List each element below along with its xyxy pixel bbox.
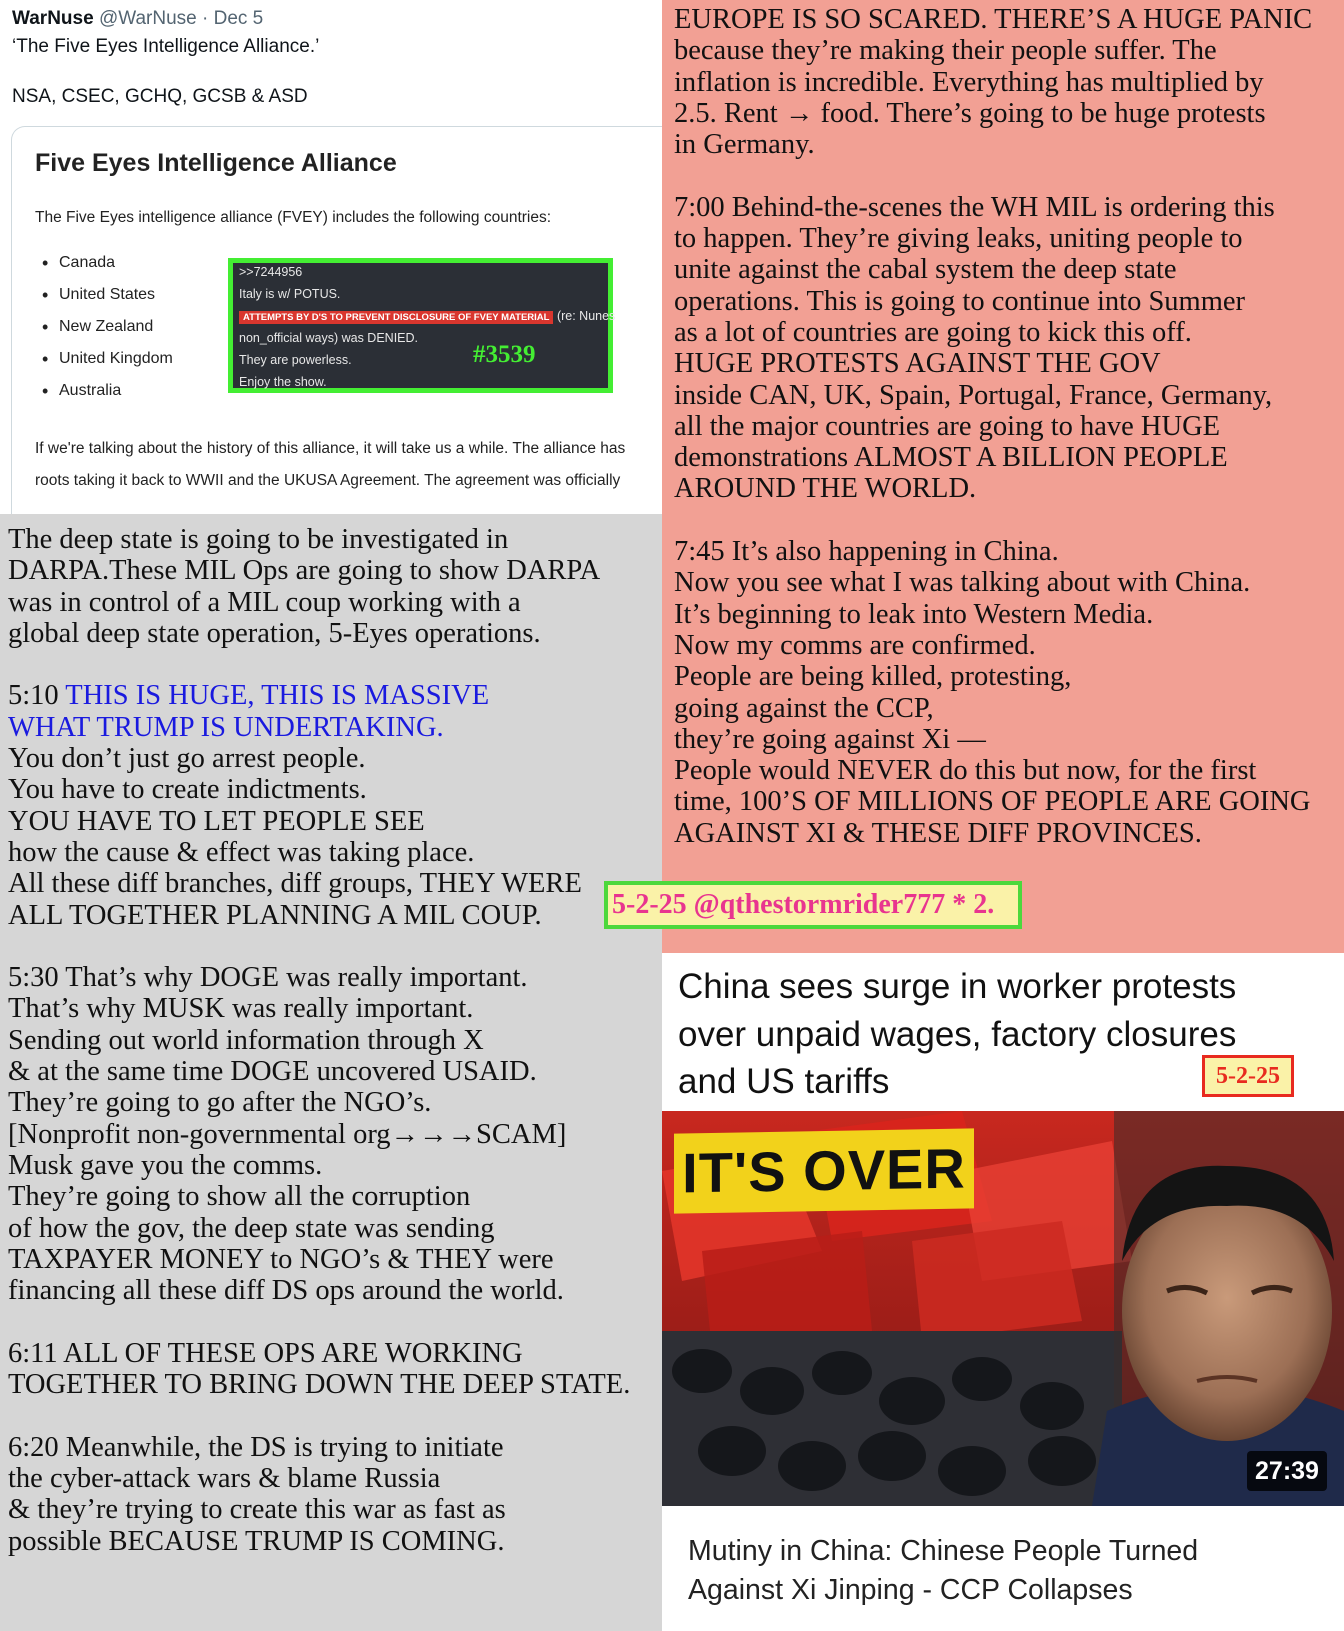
news-headline[interactable]: China sees surge in worker protests over unpaid wages, factory closures and US tariffs — [678, 967, 1237, 1101]
transcript-right-panel — [662, 0, 1344, 953]
qdrop-highlight: ATTEMPTS BY D'S TO PREVENT DISCLOSURE OF FVEY MATERIAL — [239, 311, 553, 324]
timestamp-510: 5:10 — [8, 680, 66, 712]
qdrop-line — [239, 309, 615, 323]
tweet-panel — [0, 0, 662, 514]
country-item: • United Kingdom — [59, 350, 173, 368]
video-overlay-text: IT'S OVER — [674, 1128, 974, 1213]
qdrop-ref: >>7244956 — [239, 265, 303, 279]
tweet-handle[interactable]: @WarNuse — [98, 8, 197, 29]
tweet-text-line: ‘The Five Eyes Intelligence Alliance.’ — [12, 36, 320, 57]
transcript-left-text — [8, 524, 658, 1557]
tweet-separator: · — [201, 8, 209, 29]
video-title[interactable]: Mutiny in China: Chinese People Turned Against Xi Jinping - CCP Collapses — [688, 1535, 1199, 1606]
country-item: • Canada — [59, 254, 115, 272]
transcript-intro: The deep state is going to be investigated in DARPA.These MIL Ops are going to show DARPA was in control of a MIL coup working with a global deep state operation, 5-Eyes operations. — [8, 524, 601, 649]
link-preview-card[interactable] — [11, 126, 672, 515]
card-history-line: If we're talking about the history of this alliance, it will take us a while. The alliance has — [35, 440, 626, 457]
tweet-date[interactable]: Dec 5 — [213, 8, 264, 29]
tweet-display-name[interactable]: WarNuse — [12, 8, 94, 29]
qdrop-line: Italy is w/ POTUS. — [239, 287, 341, 301]
qdrop-line: Enjoy the show. — [239, 375, 327, 389]
video-duration: 27:39 — [1247, 1451, 1327, 1491]
transcript-rest: You don’t just go arrest people. You have to create indictments. YOU HAVE TO LET PEOPLE SEE how the cause & effect was taking place. All these diff branches, diff groups, THEY WERE ALL TOGETHER PLANNING A MIL COUP. 5:30 That’s why DOGE was really important. That’s why MUSK was really important. Sending out world information through X & at the same time DOGE uncovered USAID. They’re going to go after the NGO’s. [Nonprofit non-governmental org→→→SCAM] Musk gave you the comms. They’re going to show all the corruption of how the gov, the deep state was sending TAXPAYER MONEY to NGO’s & THEY were financing all these diff DS ops around the world. 6:11 ALL OF THESE OPS ARE WORKING TOGETHER TO BRING DOWN THE DEEP STATE. 6:20 Meanwhile, the DS is trying to initiate the cyber-attack wars & blame Russia & they’re trying to create this war as fast as possible BECAUSE TRUMP IS COMING. — [8, 743, 631, 1557]
blue-emphasis-text: THIS IS HUGE, THIS IS MASSIVE WHAT TRUMP IS UNDERTAKING. — [8, 680, 490, 743]
flag — [912, 1221, 1082, 1341]
qdrop-screenshot — [228, 258, 616, 393]
tweet-header — [12, 8, 263, 30]
qdrop-line: They are powerless. — [239, 353, 352, 367]
country-item: • Australia — [59, 382, 121, 400]
news-headline-panel[interactable] — [662, 953, 1344, 1111]
qdrop-after-highlight: (re: Nunes — [556, 309, 616, 323]
transcript-left-panel — [0, 514, 662, 1631]
tweet-text-line: NSA, CSEC, GCHQ, GCSB & ASD — [12, 86, 308, 107]
video-title-panel[interactable] — [662, 1506, 1344, 1631]
card-history-line: roots taking it back to WWII and the UKUSA Agreement. The agreement was officially — [35, 472, 621, 489]
qdrop-number: #3539 — [473, 341, 536, 368]
card-intro: The Five Eyes intelligence alliance (FVEY) includes the following countries: — [35, 209, 552, 226]
transcript-right-text: EUROPE IS SO SCARED. THERE’S A HUGE PANIC because they’re making their people suffer. The inflation is incredible. Everything has multiplied by 2.5. Rent → food. There’s going to be huge protests in Germany. 7:00 Behind-the-scenes the WH MIL is ordering this to happen. They’re giving leaks, uniting people to unite against the cabal system the deep state operations. This is going to continue into Summer as a lot of countries are going to kick this off. HUGE PROTESTS AGAINST THE GOV inside CAN, UK, Spain, Portugal, France, Germany, all the major countries are going to have HUGE demonstrations ALMOST A BILLION PEOPLE AROUND THE WORLD. 7:45 It’s also happening in China. Now you see what I was talking about with China. It’s beginning to leak into Western Media. Now my comms are confirmed. People are being killed, protesting, going against the CCP, they’re going against Xi — People would NEVER do this but now, for the first time, 100’S OF MILLIONS OF PEOPLE ARE GOING AGAINST XI & THESE DIFF PROVINCES. — [674, 4, 1313, 849]
country-item: • New Zealand — [59, 318, 153, 336]
date-source-badge: 5-2-25 @qthestormrider777 * 2. — [604, 881, 1022, 929]
card-title: Five Eyes Intelligence Alliance — [35, 149, 397, 177]
news-date-tag: 5-2-25 — [1202, 1055, 1294, 1097]
video-thumbnail[interactable] — [662, 1111, 1344, 1506]
qdrop-line: non_official ways) was DENIED. — [239, 331, 419, 345]
country-item: • United States — [59, 286, 155, 304]
